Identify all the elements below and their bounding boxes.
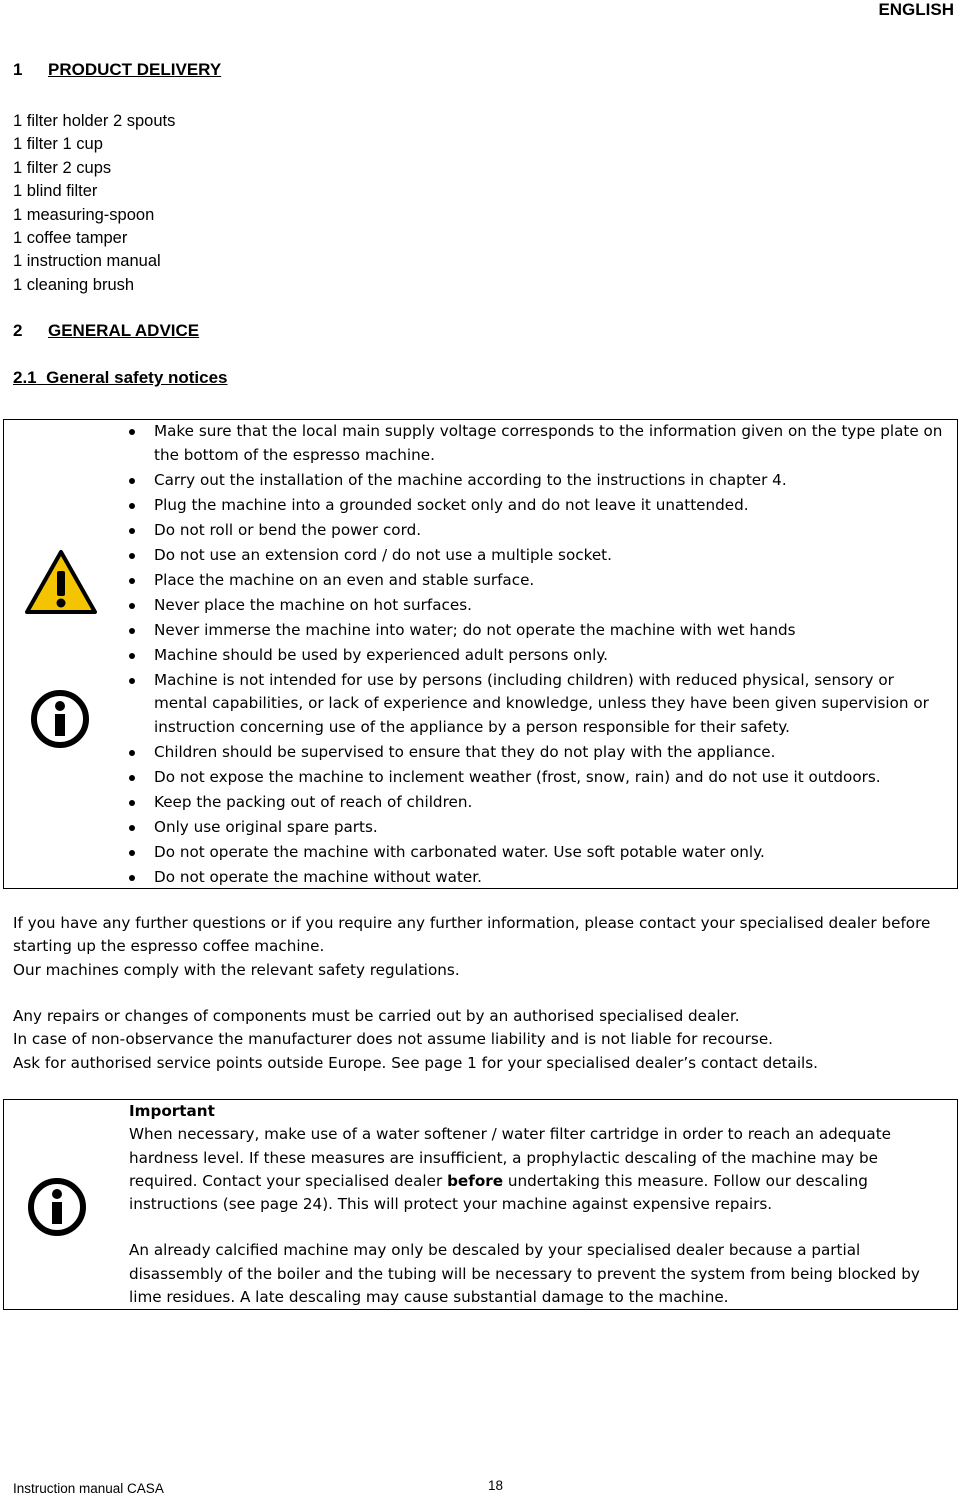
paragraph-line: Any repairs or changes of components must be carried out by an authorised specialised dealer.	[13, 1007, 740, 1025]
list-item: 1 blind filter	[13, 182, 98, 201]
section-number: 1	[13, 60, 23, 79]
list-item: Keep the packing out of reach of children.	[123, 791, 943, 815]
list-item: 1 coffee tamper	[13, 229, 128, 248]
paragraph-line: In case of non-observance the manufacturer does not assume liability and is not liable for recourse.	[13, 1030, 773, 1049]
list-item: Machine is not intended for use by persons (including children) with reduced physical, sensory or mental capabilities, or lack of experience and knowledge, unless they have been given supervision or instruction concerning use of the appliance by a person responsible for their safety.	[123, 669, 943, 740]
list-item: Do not roll or bend the power cord.	[123, 519, 943, 543]
paragraph-line: Ask for authorised service points outside Europe. See page 1 for your specialised dealer’s contact details.	[13, 1053, 818, 1072]
repairs-paragraph	[13, 1005, 948, 1075]
list-item: Carry out the installation of the machine according to the instructions in chapter 4.	[123, 469, 943, 493]
list-item: Plug the machine into a grounded socket only and do not leave it unattended.	[123, 494, 943, 518]
list-item: Children should be supervised to ensure that they do not play with the appliance.	[123, 741, 943, 765]
list-item: Do not operate the machine without water.	[123, 866, 943, 890]
footer-manual-title: Instruction manual CASA	[13, 1481, 164, 1496]
important-notice	[129, 1100, 944, 1309]
delivery-list	[13, 110, 175, 297]
warning-triangle-icon	[24, 549, 98, 615]
important-paragraph-2: An already calcified machine may only be descaled by your specialised dealer because a partial disassembly of the boiler and the tubing will be necessary to prevent the system from being blocked by lime residues. A late descaling may cause substantial damage to the machine.	[129, 1241, 920, 1307]
important-title: Important	[129, 1102, 215, 1120]
important-paragraph	[129, 1123, 944, 1216]
paragraph-line: Our machines comply with the relevant safety regulations.	[13, 960, 460, 979]
list-item: Do not operate the machine with carbonated water. Use soft potable water only.	[123, 841, 943, 865]
list-item: Only use original spare parts.	[123, 816, 943, 840]
section-title: GENERAL ADVICE	[48, 321, 200, 340]
language-label: ENGLISH	[878, 0, 954, 19]
list-item: 1 filter 2 cups	[13, 158, 112, 177]
section-number: 2.1	[13, 368, 37, 387]
section-title: General safety notices	[46, 368, 228, 387]
list-item: Do not use an extension cord / do not use a multiple socket.	[123, 544, 943, 568]
list-item: Do not expose the machine to inclement weather (frost, snow, rain) and do not use it outdoors.	[123, 766, 943, 790]
list-item: Machine should be used by experienced adult persons only.	[123, 644, 943, 668]
section-2-heading	[13, 321, 199, 341]
important-text: undertaking this measure. Follow our descaling instructions (see page 24). This will protect your machine against expensive repairs.	[129, 1171, 868, 1214]
list-item: Never immerse the machine into water; do not operate the machine with wet hands	[123, 619, 943, 643]
important-text: When necessary, make use of a water softener / water filter cartridge in order to reach an adequate hardness level. If these measures are insufficient, a prophylactic descaling of the machine may be required. Contact your specialised dealer	[129, 1125, 892, 1190]
list-item: 1 cleaning brush	[13, 275, 135, 294]
info-icon	[27, 1177, 87, 1237]
important-emphasis: before	[447, 1171, 504, 1190]
safety-notices-list	[123, 420, 943, 891]
section-1-heading	[13, 60, 221, 80]
page-number: 18	[488, 1478, 504, 1493]
section-number: 2	[13, 321, 23, 340]
list-item: Never place the machine on hot surfaces.	[123, 594, 943, 618]
section-title: PRODUCT DELIVERY	[48, 60, 222, 79]
list-item: Make sure that the local main supply voltage corresponds to the information given on the type plate on the bottom of the espresso machine.	[123, 420, 943, 467]
list-item: 1 measuring-spoon	[13, 205, 155, 224]
list-item: Place the machine on an even and stable surface.	[123, 569, 943, 593]
paragraph-line: If you have any further questions or if you require any further information, please contact your specialised dealer before starting up the espresso coffee machine.	[13, 914, 931, 956]
list-item: 1 filter 1 cup	[13, 135, 103, 154]
section-2-1-heading	[13, 368, 228, 388]
list-item: 1 instruction manual	[13, 252, 161, 271]
info-icon	[30, 689, 90, 749]
list-item: 1 filter holder 2 spouts	[13, 112, 176, 130]
further-info-paragraph	[13, 912, 948, 982]
